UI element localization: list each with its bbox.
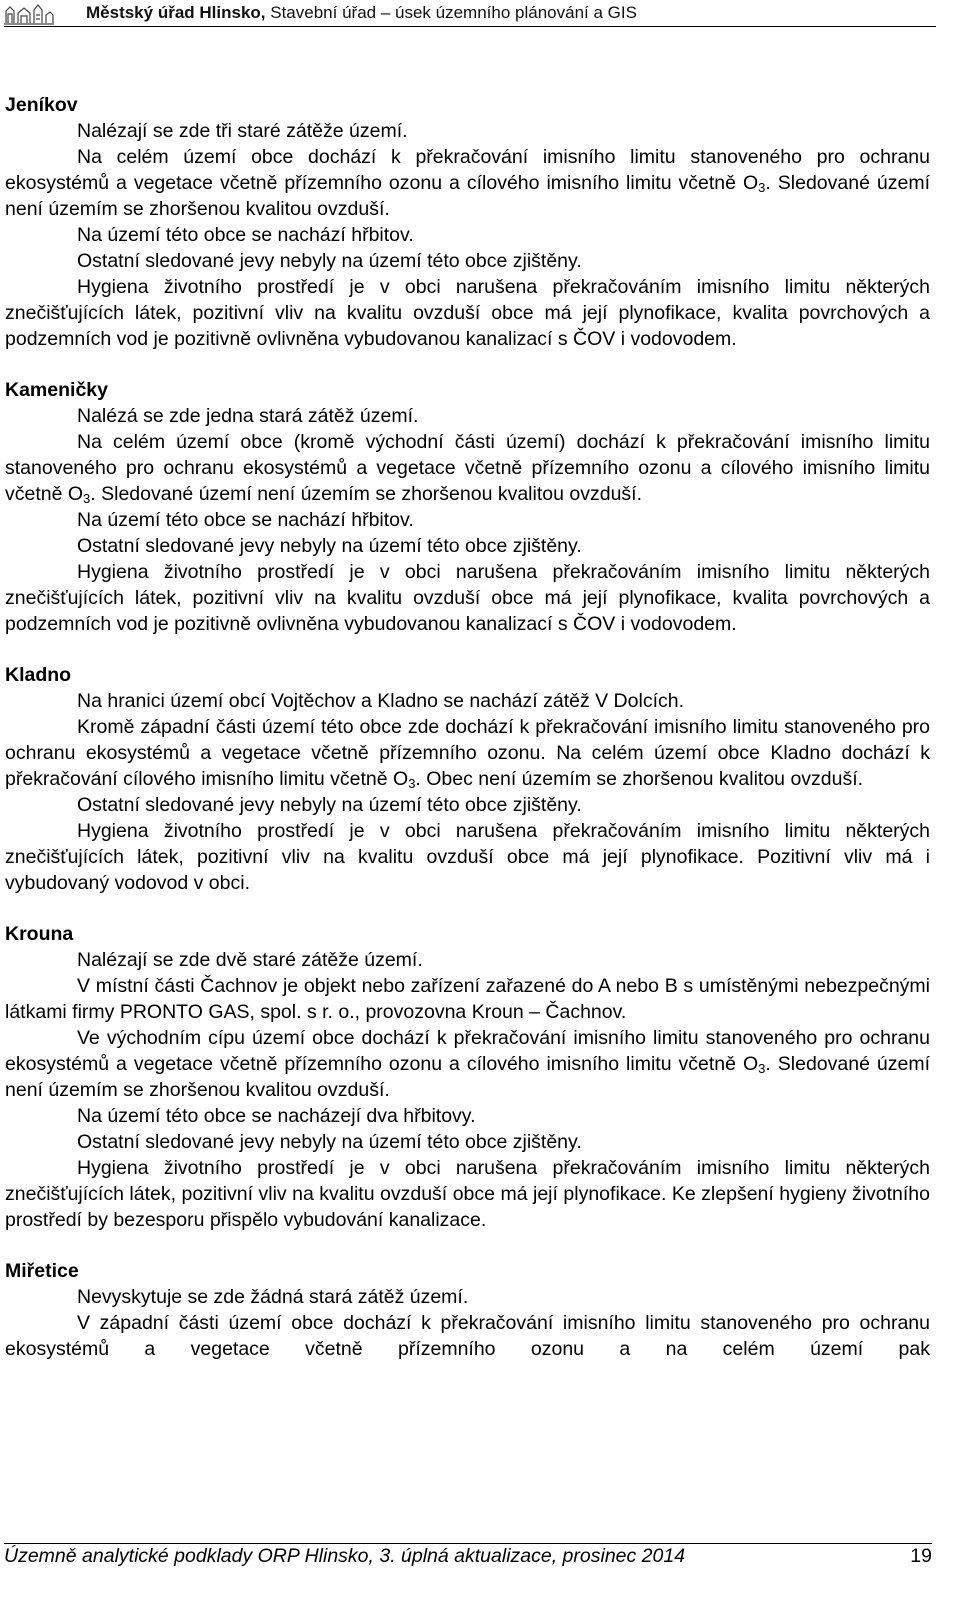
section bbox=[5, 662, 930, 896]
paragraph-text: V západní části území obce dochází k překračování imisního limitu stanoveného pro ochranu ekosystémů a vegetace včetně přízemního ozonu a na celém území pak bbox=[5, 1312, 930, 1360]
document-body bbox=[5, 92, 930, 1362]
section bbox=[5, 377, 930, 637]
section-title: Miřetice bbox=[5, 1260, 79, 1282]
paragraph-text: Hygiena životního prostředí je v obci narušena překračováním imisního limitu některých znečišťujících látek, pozitivní vliv na kvalitu ovzduší obce má její plynofikace, kvalita povrchových a podzemních vod je pozitivně ovlivněna vybudovanou kanalizací s ČOV i vodovodem. bbox=[5, 561, 930, 635]
paragraph bbox=[5, 818, 930, 896]
paragraph-text: . Sledované území není územím se zhoršenou kvalitou ovzduší. bbox=[5, 1053, 930, 1101]
paragraph-text: V místní části Čachnov je objekt nebo zařízení zařazené do A nebo B s umístěnými nebezpečnými látkami firmy PRONTO GAS, spol. s r. o., provozovna Kroun – Čachnov. bbox=[5, 975, 930, 1023]
paragraph bbox=[5, 973, 930, 1025]
section-title: Kameničky bbox=[5, 379, 108, 401]
page-header bbox=[4, 0, 936, 27]
paragraph bbox=[5, 533, 930, 559]
paragraph bbox=[5, 144, 930, 222]
subscript: 3 bbox=[408, 776, 416, 791]
paragraph bbox=[5, 688, 930, 714]
paragraph-text: Nevyskytuje se zde žádná stará zátěž území. bbox=[77, 1286, 469, 1308]
section-title: Krouna bbox=[5, 923, 74, 945]
header-office: Městský úřad Hlinsko, bbox=[86, 3, 266, 22]
paragraph-text: Nalézají se zde tři staré zátěže území. bbox=[77, 120, 408, 142]
paragraph bbox=[5, 248, 930, 274]
paragraph-text: Na celém území obce (kromě východní části území) dochází k překračování imisního limitu stanoveného pro ochranu ekosystémů a vegetace včetně přízemního ozonu a cílového imisního limitu včetně O bbox=[5, 431, 930, 505]
paragraph-text: Na území této obce se nachází hřbitov. bbox=[77, 509, 414, 531]
paragraph-text: Na hranici území obcí Vojtěchov a Kladno se nachází zátěž V Dolcích. bbox=[77, 690, 684, 712]
paragraph-text: . Sledované území není územím se zhoršenou kvalitou ovzduší. bbox=[90, 483, 642, 505]
hlinsko-logo-icon bbox=[4, 1, 56, 25]
paragraph bbox=[5, 1025, 930, 1103]
paragraph bbox=[5, 714, 930, 792]
paragraph-text: Ostatní sledované jevy nebyly na území této obce zjištěny. bbox=[77, 794, 582, 816]
paragraph bbox=[5, 274, 930, 352]
paragraph-text: Hygiena životního prostředí je v obci narušena překračováním imisního limitu některých znečišťujících látek, pozitivní vliv na kvalitu ovzduší obce má její plynofikace, kvalita povrchových a podzemních vod je pozitivně ovlivněna vybudovanou kanalizací s ČOV i vodovodem. bbox=[5, 276, 930, 350]
subscript: 3 bbox=[758, 1061, 766, 1076]
page-footer bbox=[4, 1543, 932, 1568]
paragraph-text: Na celém území obce dochází k překračování imisního limitu stanoveného pro ochranu ekosystémů a vegetace včetně přízemního ozonu a cílového imisního limitu včetně O bbox=[5, 146, 930, 194]
header-department: Stavební úřad – úsek územního plánování a GIS bbox=[270, 3, 637, 22]
section bbox=[5, 921, 930, 1233]
page-number: 19 bbox=[910, 1545, 932, 1567]
paragraph bbox=[5, 559, 930, 637]
footer-title: Územně analytické podklady ORP Hlinsko, 3. úplná aktualizace, prosinec 2014 bbox=[4, 1545, 686, 1567]
paragraph-text: Nalézá se zde jedna stará zátěž území. bbox=[77, 405, 419, 427]
paragraph-text: Ostatní sledované jevy nebyly na území této obce zjištěny. bbox=[77, 1131, 582, 1153]
paragraph bbox=[5, 947, 930, 973]
paragraph-text: Na území této obce se nacházejí dva hřbitovy. bbox=[77, 1105, 476, 1127]
paragraph-text: Na území této obce se nachází hřbitov. bbox=[77, 224, 414, 246]
subscript: 3 bbox=[83, 491, 91, 506]
paragraph-text: Hygiena životního prostředí je v obci narušena překračováním imisního limitu některých znečišťujících látek, pozitivní vliv na kvalitu ovzduší obce má její plynofikace. Pozitivní vliv má i vybudovaný vodovod v obci. bbox=[5, 820, 930, 894]
paragraph-text: Nalézají se zde dvě staré zátěže území. bbox=[77, 949, 423, 971]
paragraph-text: . Sledované území není územím se zhoršenou kvalitou ovzduší. bbox=[5, 172, 930, 220]
paragraph bbox=[5, 1103, 930, 1129]
paragraph bbox=[5, 792, 930, 818]
paragraph-text: . Obec není územím se zhoršenou kvalitou ovzduší. bbox=[415, 768, 864, 790]
paragraph bbox=[5, 507, 930, 533]
paragraph bbox=[5, 222, 930, 248]
section bbox=[5, 1258, 930, 1362]
paragraph bbox=[5, 429, 930, 507]
paragraph-text: Kromě západní části území této obce zde dochází k překračování imisního limitu stanoveného pro ochranu ekosystémů a vegetace včetně přízemního ozonu. Na celém území obce Kladno dochází k překračování cílového imisního limitu včetně O bbox=[5, 716, 930, 790]
subscript: 3 bbox=[758, 180, 766, 195]
paragraph-text: Ve východním cípu území obce dochází k překračování imisního limitu stanoveného pro ochranu ekosystémů a vegetace včetně přízemního ozonu a cílového imisního limitu včetně O bbox=[5, 1027, 930, 1075]
paragraph bbox=[5, 1284, 930, 1310]
paragraph bbox=[5, 1155, 930, 1233]
header-title bbox=[86, 3, 637, 23]
paragraph-text: Ostatní sledované jevy nebyly na území této obce zjištěny. bbox=[77, 250, 582, 272]
paragraph bbox=[5, 1129, 930, 1155]
section-title: Jeníkov bbox=[5, 94, 78, 116]
section bbox=[5, 92, 930, 352]
paragraph-text: Hygiena životního prostředí je v obci narušena překračováním imisního limitu některých znečišťujících látek, pozitivní vliv na kvalitu ovzduší obce má její plynofikace. Ke zlepšení hygieny životního prostředí by bezesporu přispělo vybudování kanalizace. bbox=[5, 1157, 930, 1231]
paragraph bbox=[5, 403, 930, 429]
paragraph bbox=[5, 1310, 930, 1362]
section-title: Kladno bbox=[5, 664, 72, 686]
paragraph bbox=[5, 118, 930, 144]
paragraph-text: Ostatní sledované jevy nebyly na území této obce zjištěny. bbox=[77, 535, 582, 557]
